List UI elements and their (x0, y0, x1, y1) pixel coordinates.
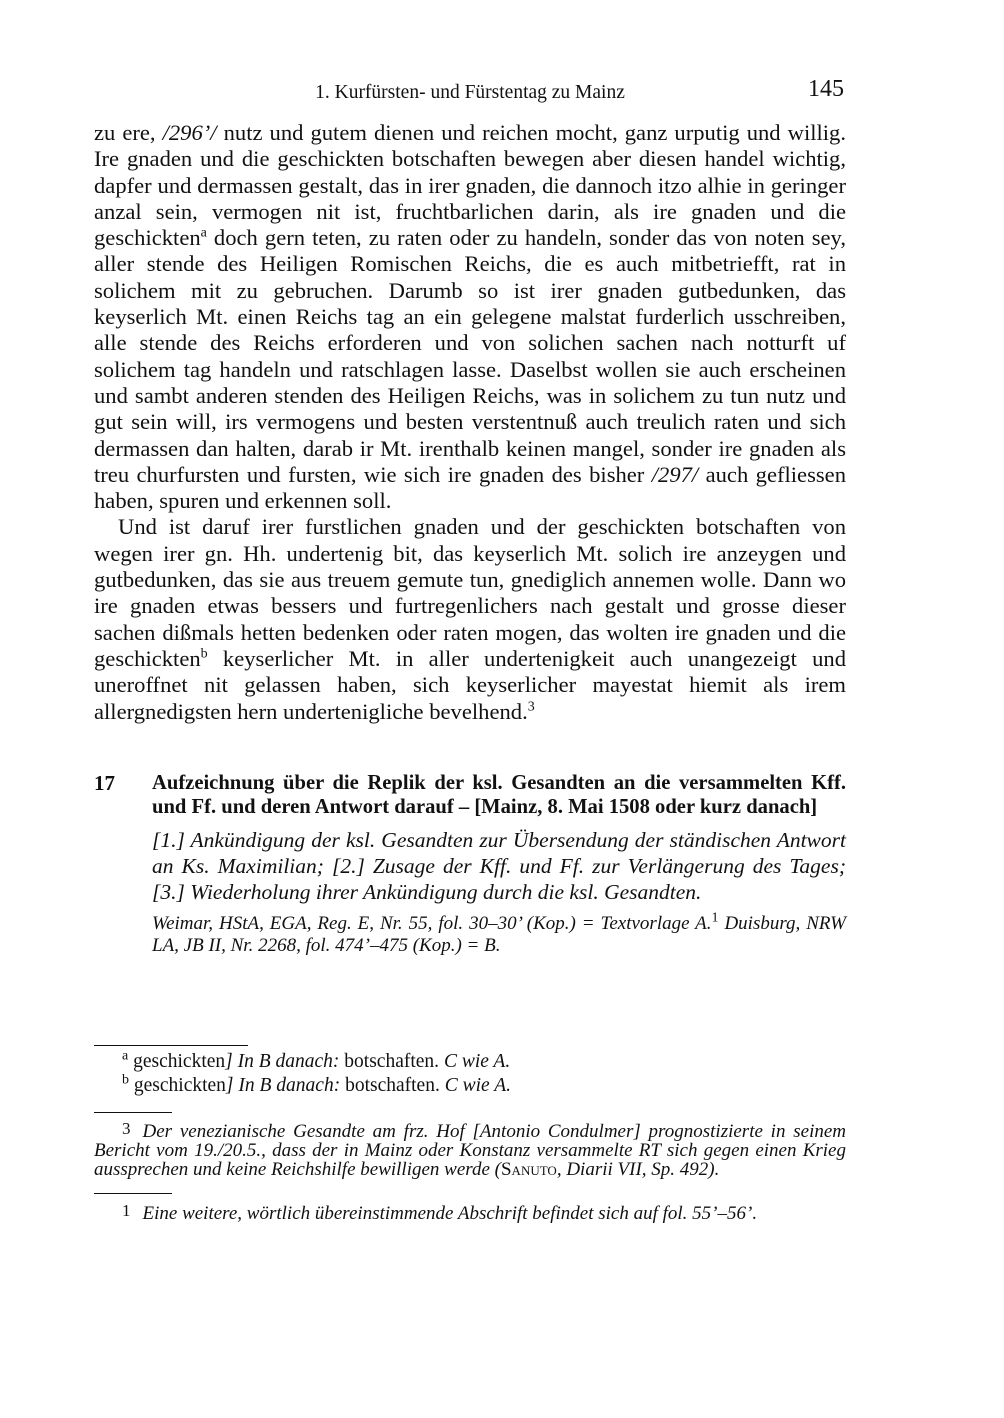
variant-note-mark: b (122, 1072, 129, 1088)
text-run: zu ere, (94, 120, 163, 145)
sources-text: Weimar, HStA, EGA, Reg. E, Nr. 55, fol. 30–30’ (Kop.) = Textvorlage A. (152, 912, 712, 934)
text-run: Und ist daruf irer furstlichen gnaden und der geschickten botschaften von wegen irer gn. Hh. undertenig bit, das keyserlich Mt. solich ire anzeygen und gutbedunken, das sie aus treuem gemute tun, gnediglich annemen wolle. Dann wo ire gnaden etwas bessers und furtregenlichers nach gestalt und grosse dieser sachen dißmals hetten bedenken oder raten mogen, das wolten ire gnaden und die geschickten (94, 514, 846, 671)
variant-mark-b[interactable]: b (200, 646, 208, 662)
footnote-text: Der venezianische Gesandte am frz. Hof [Antonio Condulmer] prognostizierte in seinem Bericht vom 19./20.5., dass der in Mainz oder Konstanz versammelte RT sich gegen einen Krieg aussprechen und keine Reichshilfe bewilligen werde ( (94, 1120, 846, 1180)
paragraph-1 (94, 120, 846, 514)
document-entry (94, 771, 846, 957)
footnote-rule (94, 1193, 172, 1194)
footnote-text: Eine weitere, wörtlich übereinstimmende Abschrift befindet sich auf fol. 55’–56’. (142, 1202, 758, 1224)
body-text (94, 120, 846, 725)
variant-note-a (94, 1050, 846, 1074)
footnote-ref-3[interactable]: 3 (527, 699, 535, 714)
footnote-1 (94, 1200, 846, 1225)
variant-lemma: geschickten (133, 1074, 226, 1096)
variant-separator: ] In B danach: (225, 1050, 340, 1072)
variant-apparatus (94, 1045, 846, 1098)
variant-note-mark: a (122, 1048, 129, 1064)
folio-marker: /297/ (651, 461, 699, 487)
folio-marker: /296’/ (162, 120, 217, 145)
variant-reading: botschaften. (340, 1074, 440, 1096)
document-page (94, 72, 846, 1225)
running-head-title: 1. Kurfürsten- und Fürstentag zu Mainz (315, 82, 625, 103)
variant-mark-a[interactable]: a (200, 225, 207, 241)
footnote-ref-1[interactable]: 1 (711, 910, 719, 926)
document-summary: [1.] Ankündigung der ksl. Gesandten zur Übersendung der ständischen Antwort an Ks. Maximilian; [2.] Zusage der Kff. und Ff. zur Verlängerung des Tages; [3.] Wiederholung ihrer Ankündigung durch die ksl. Gesandten. (152, 827, 846, 904)
variant-separator: ] In B danach: (225, 1074, 341, 1096)
footnote-number: 3 (122, 1118, 131, 1138)
variant-remark: C wie A. (439, 1050, 511, 1072)
apparatus-rule (94, 1045, 248, 1046)
document-title-text: Aufzeichnung über die Replik der ksl. Gesandten an die versammelten Kff. und Ff. und deren Antwort darauf – (152, 771, 846, 818)
footnote-text: , Diarii VII, Sp. 492). (556, 1158, 720, 1180)
document-entry-body (152, 771, 846, 957)
footnote-author: Sanuto (500, 1158, 557, 1180)
variant-reading: botschaften. (339, 1050, 440, 1072)
text-run: keyserlicher Mt. in aller undertenigkeit auch unangezeigt und uneroffnet nit gelassen haben, sich keyserlicher mayestat hiemit als irem allergnedigsten hern undertenigliche bevelhend. (94, 645, 846, 724)
sources-text: Duisburg, NRW LA, JB II, Nr. 2268, fol. 474’–475 (Kop.) = B. (152, 912, 846, 956)
variant-lemma: geschickten (133, 1050, 226, 1072)
footnote-3 (94, 1119, 846, 1179)
footnote-number: 1 (122, 1200, 131, 1220)
document-title (152, 771, 846, 819)
text-run: nutz und gutem dienen und reichen mocht, ganz urputig und willig. Ire gnaden und die geschickten botschaften bewegen aber diesen handel wichtig, dapfer und dermassen gestalt, das in irer gnaden, die dannoch itzo alhie in geringer anzal sein, vermogen nit ist, fruchtbarlichen darin, als ire gnaden und die geschickten (94, 120, 846, 251)
paragraph-2 (94, 514, 846, 724)
text-run: auch gefliessen haben, spuren und erkennen soll. (94, 461, 846, 514)
running-head (94, 72, 846, 112)
text-run: doch gern teten, zu raten oder zu handeln, sonder das von noten sey, aller stende des Heiligen Romischen Reichs, die es auch mitbetriefft, rat in solichem mit zu gebruchen. Darumb so ist irer gnaden gutbedunken, das keyserlich Mt. einen Reichs tag an ein gelegene malstat furderlich usschreiben, alle stende des Reichs erforderen und von solichen sachen nach notturft uf solichem tag handeln und ratschlagen lasse. Daselbst wollen sie auch erscheinen und sambt anderen stenden des Heiligen Reichs, was in solichem zu tun nutz und gut sein will, irs vermogens und besten verstentnuß auch treulich raten und sich dermassen dan halten, darab ir Mt. irenthalb keinen mangel, sonder ire gnaden als treu churfursten und fursten, wie sich ire gnaden des bisher (94, 225, 846, 487)
document-sources (152, 910, 846, 957)
variant-note-b (94, 1074, 846, 1098)
variant-remark: C wie A. (439, 1074, 511, 1096)
footnote-rule (94, 1112, 172, 1113)
page-number: 145 (808, 76, 844, 102)
footnote-block-3 (94, 1112, 846, 1179)
document-date: [Mainz, 8. Mai 1508 oder kurz danach] (474, 795, 818, 818)
footnote-block-1 (94, 1193, 846, 1225)
document-number: 17 (94, 770, 115, 795)
